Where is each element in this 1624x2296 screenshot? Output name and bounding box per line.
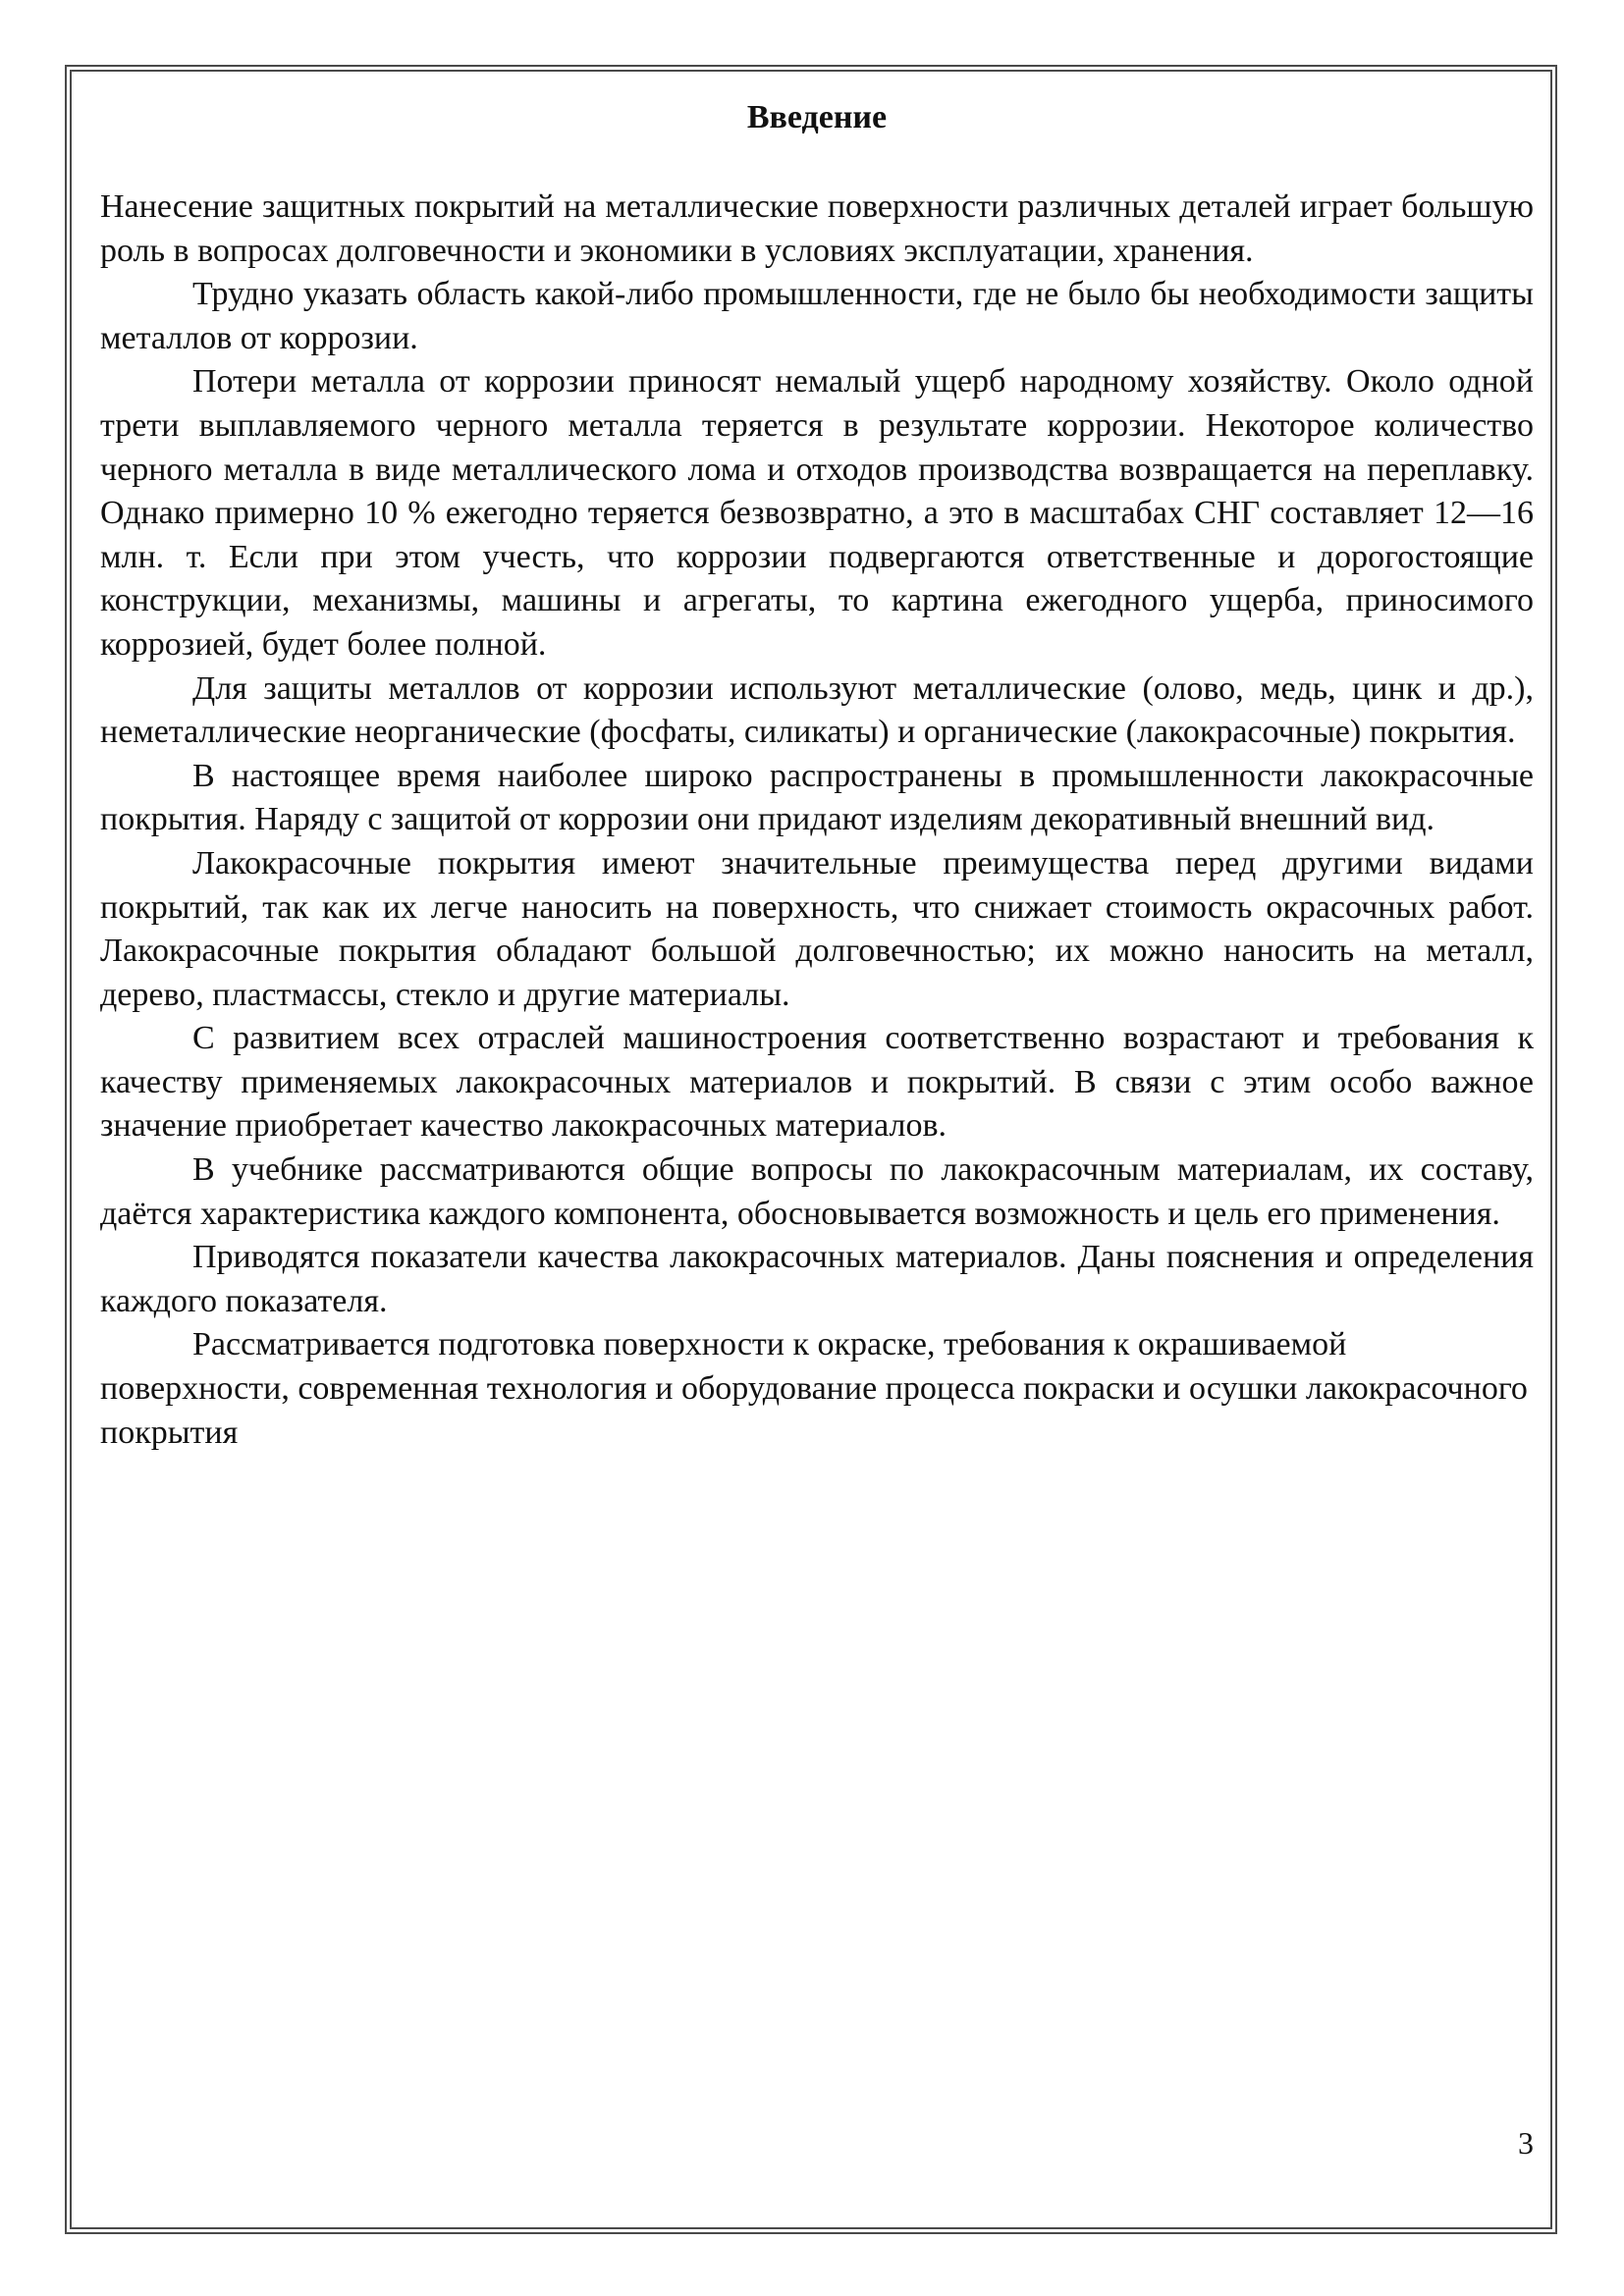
page-number: 3 <box>1518 2125 1534 2161</box>
paragraph-3: Потери металла от коррозии приносят немалый ущерб народному хозяйству. Около одной трети выплавляемого черного металла теряется в результате коррозии. Некоторое количество черного металла в виде металлического лома и отходов производства возвращается на переплавку. Однако примерно 10 % ежегодно теряется безвозвратно, а это в масштабах СНГ составляет 12—16 млн. т. Если при этом учесть, что коррозии подвергаются ответственные и дорогостоящие конструкции, механизмы, машины и агрегаты, то картина ежегодного ущерба, приносимого коррозией, будет более полной. <box>100 363 1534 663</box>
paragraph-8: В учебнике рассматриваются общие вопросы по лакокрасочным материалам, их составу, даётся характеристика каждого компонента, обосновывается возможность и цель его применения. <box>100 1151 1534 1232</box>
paragraph-9: Приводятся показатели качества лакокрасочных материалов. Даны пояснения и определения каждого показателя. <box>100 1239 1534 1319</box>
paragraph-6: Лакокрасочные покрытия имеют значительные преимущества перед другими видами покрытий, так как их легче наносить на поверхность, что снижает стоимость окрасочных работ. Лакокрасочные покрытия обладают большой долговечностью; их можно наносить на металл, дерево, пластмассы, стекло и другие материалы. <box>100 844 1534 1013</box>
paragraph-1: Нанесение защитных покрытий на металлические поверхности различных деталей играет большую роль в вопросах долговечности и экономики в условиях эксплуатации, хранения. <box>100 188 1534 269</box>
page-content <box>100 96 1534 1455</box>
paragraph-2: Трудно указать область какой-либо промышленности, где не было бы необходимости защиты металлов от коррозии. <box>100 276 1534 356</box>
paragraph-10: Рассматривается подготовка поверхности к окраске, требования к окрашиваемой поверхности, современная технология и оборудование процесса покраски и осушки лакокрасочного покрытия <box>100 1326 1528 1451</box>
paragraph-4: Для защиты металлов от коррозии используют металлические (олово, медь, цинк и др.), неметаллические неорганические (фосфаты, силикаты) и органические (лакокрасочные) покрытия. <box>100 669 1534 751</box>
paragraph-7: С развитием всех отраслей машиностроения соответственно возрастают и требования к качеству применяемых лакокрасочных материалов и покрытий. В связи с этим особо важное значение приобретает качество лакокрасочных материалов. <box>100 1020 1534 1145</box>
page-title: Введение <box>746 99 888 135</box>
paragraph-5: В настоящее время наиболее широко распространены в промышленности лакокрасочные покрытия. Наряду с защитой от коррозии они придают изделиям декоративный внешний вид. <box>100 757 1534 838</box>
